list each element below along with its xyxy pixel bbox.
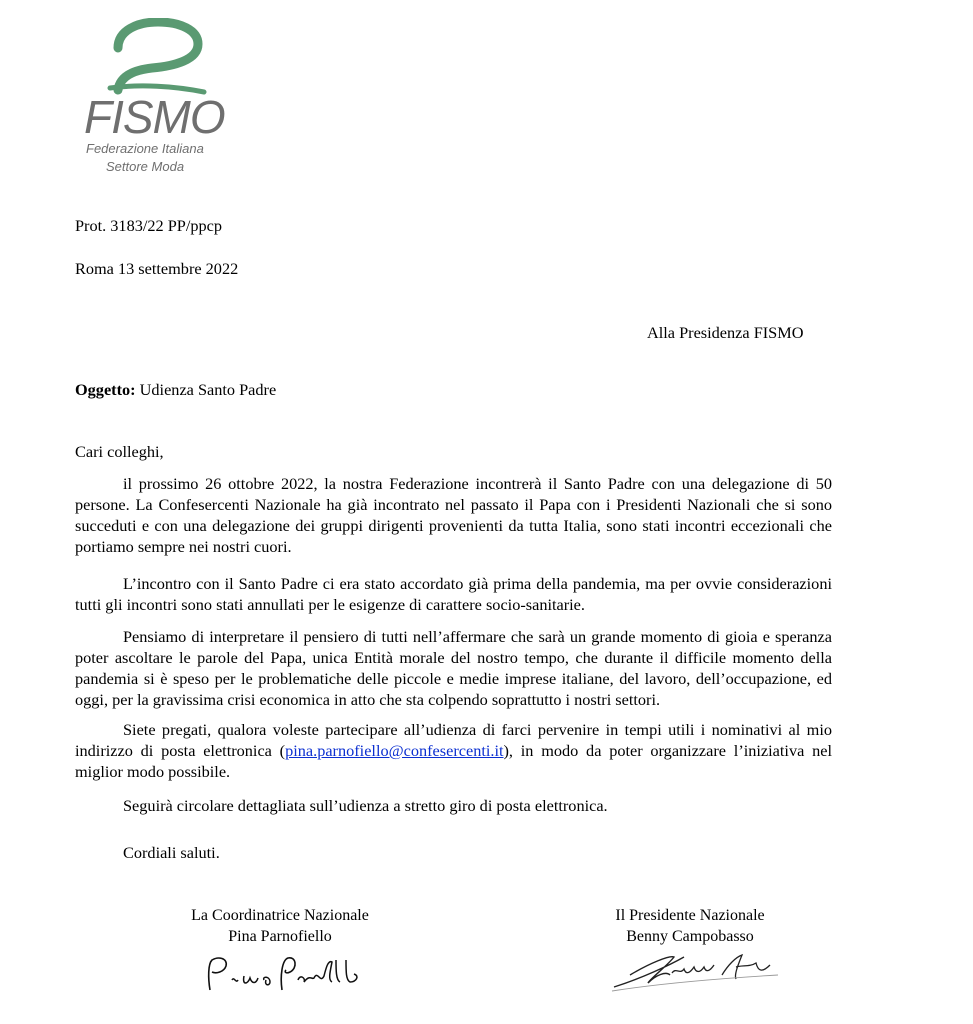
email-link[interactable]: pina.parnofiello@confesercenti.it xyxy=(285,741,504,760)
subject-line xyxy=(75,380,276,400)
fismo-logo xyxy=(78,18,238,188)
logo-swirl-icon xyxy=(100,18,210,98)
signature-role-right: Il Presidente Nazionale xyxy=(615,907,765,924)
body-paragraph-2: L’incontro con il Santo Padre ci era stato accordato già prima della pandemia, ma per ovvie considerazioni tutti gli incontri sono stati annullati per le esigenze di carattere socio-sanitarie. xyxy=(75,574,832,614)
handwritten-signature-right xyxy=(610,945,780,995)
signature-name-left: Pina Parnofiello xyxy=(228,928,332,945)
subject-label: Oggetto: xyxy=(75,380,136,399)
closing: Cordiali saluti. xyxy=(123,843,220,862)
body-paragraph-3: Pensiamo di interpretare il pensiero di tutti nell’affermare che sarà un grande momento di gioia e speranza poter ascoltare le parole del Papa, unica Entità morale del nostro tempo, che durante il difficile momento della pandemia si è speso per le problematiche delle piccole e medie imprese italiane, del lavoro, dell’occupazione, ed oggi, per la gravissima crisi economica in atto che sta colpendo soprattutto i nostri settori. xyxy=(75,627,832,709)
signature-block-left xyxy=(160,905,400,947)
place-date: Roma 13 settembre 2022 xyxy=(75,259,239,278)
greeting: Cari colleghi, xyxy=(75,442,164,461)
body-paragraph-5: Seguirà circolare dettagliata sull’udienza a stretto giro di posta elettronica. xyxy=(123,796,608,815)
signature-block-right xyxy=(580,905,800,947)
recipient: Alla Presidenza FISMO xyxy=(647,323,804,342)
logo-name: FISMO xyxy=(84,91,225,143)
signature-role-left: La Coordinatrice Nazionale xyxy=(191,907,369,924)
body-paragraph-1: il prossimo 26 ottobre 2022, la nostra Federazione incontrerà il Santo Padre con una delegazione di 50 persone. La Confesercenti Nazionale ha già incontrato nel passato il Papa con i Presidenti Nazionali che si sono succeduti e con una delegazione dei gruppi dirigenti provenienti da tutta Italia, sono stati incontri eccezionali che portiamo sempre nei nostri cuori. xyxy=(75,474,832,556)
body-paragraph-4: Siete pregati, qualora voleste partecipare all’udienza di farci pervenire in tempi utili i nominativi al mio indirizzo di posta elettronica (pina.parnofiello@confesercenti.it), in modo da poter organizzare l’iniziativa nel miglior modo possibile. xyxy=(75,720,832,781)
signature-name-right: Benny Campobasso xyxy=(626,928,754,945)
protocol-number: Prot. 3183/22 PP/ppcp xyxy=(75,216,223,235)
subject-text: Udienza Santo Padre xyxy=(139,380,277,399)
logo-subtitle-1: Federazione Italiana xyxy=(86,141,204,156)
handwritten-signature-left xyxy=(200,950,370,1000)
logo-subtitle-2: Settore Moda xyxy=(106,159,185,174)
